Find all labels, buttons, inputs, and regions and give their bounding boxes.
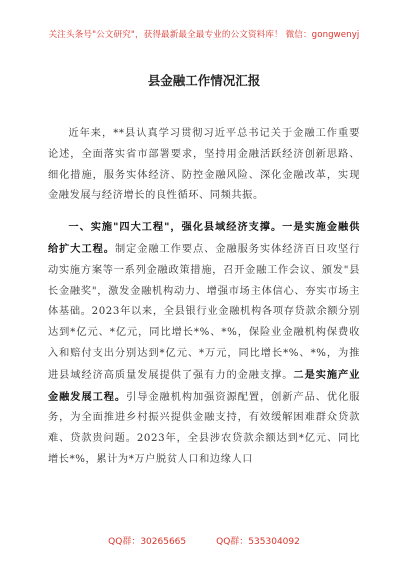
sub-2-text: 引导金融机构加强资源配置，创新产品、优化服务，为全面推进乡村振兴提供金融支持，有效缓解困难群众贷款难、贷款贵问题。2023年，全县涉农贷款余额达到*亿元、同比增长*%，累计为*万户脱贫人口和边缘人口 <box>48 391 360 465</box>
footer-qq-1: QQ群：30265665 <box>108 537 187 547</box>
header-promo-note: 关注头条号"公文研究"，获得最新最全最专业的公文资料库！ 微信：gongwenyj <box>48 30 360 40</box>
sub-2-title: 二是实施产业金融发展工程。 <box>48 368 360 403</box>
footer-qq-2: QQ群：535304092 <box>216 537 300 547</box>
footer-contact <box>0 534 408 547</box>
sub-1-title: 一是实施金融供给扩大工程。 <box>48 221 360 255</box>
section-1-paragraph <box>48 217 360 471</box>
document-title: 县金融工作情况汇报 <box>147 73 261 88</box>
section-1-heading: 一、实施"四大工程"，强化县域经济支撑。 <box>68 221 283 234</box>
intro-paragraph: 近年来，**县认真学习贯彻习近平总书记关于金融工作重要论述，全面落实省市部署要求，坚持用金融活跃经济创新思路、细化措施，服务实体经济、防控金融风险、深化金融改革，实现金融发展与经济增长的良性循环、同频共振。 <box>48 128 360 202</box>
sub-1-text: 制定金融工作要点、金融服务实体经济百日攻坚行动实施方案等一系列金融政策措施，召开金融工作会议、颁发"县长金融奖"，激发金融机构动力、增强市场主体信心、夯实市场主体基础。2023年以来，全县银行业金融机构各项存贷款余额分别达到*亿元、*亿元，同比增长*%、*%，保险业金融机构保费收入和赔付支出分别达到*亿元、*万元，同比增长*%、*%，为推进县域经济高质量发展提供了强有力的金融支撑。 <box>48 243 360 381</box>
document-body <box>48 124 360 471</box>
